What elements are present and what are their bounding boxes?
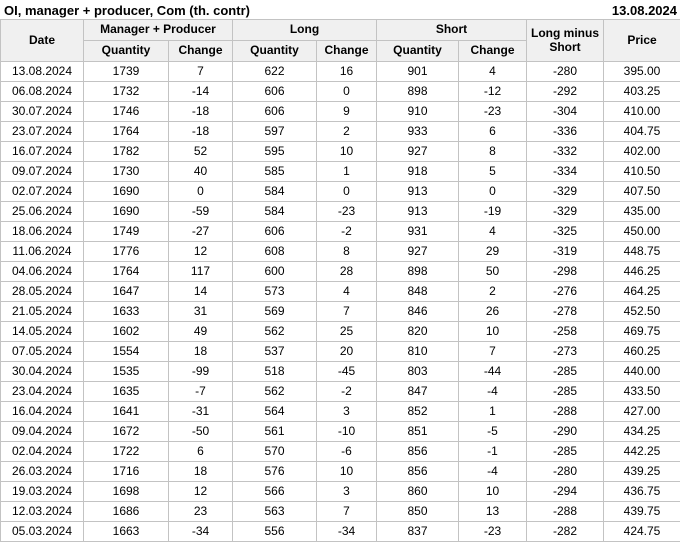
table-row — [1, 442, 680, 462]
price-cell: 448.75 — [604, 242, 680, 262]
date-cell: 28.05.2024 — [1, 282, 84, 302]
short-quantity-cell: 846 — [377, 302, 459, 322]
long-minus-short-cell: -258 — [527, 322, 604, 342]
mp-change-cell: 0 — [169, 182, 233, 202]
mp-change-cell: -14 — [169, 82, 233, 102]
price-cell: 433.50 — [604, 382, 680, 402]
short-change-cell: -44 — [459, 362, 527, 382]
price-cell: 424.75 — [604, 522, 680, 542]
date-cell: 07.05.2024 — [1, 342, 84, 362]
table-row — [1, 222, 680, 242]
short-quantity-cell: 918 — [377, 162, 459, 182]
short-quantity-cell: 851 — [377, 422, 459, 442]
mp-quantity-cell: 1633 — [84, 302, 169, 322]
col-header-mp-change: Change — [169, 41, 233, 62]
long-change-cell: 7 — [317, 302, 377, 322]
long-quantity-cell: 576 — [233, 462, 317, 482]
date-cell: 13.08.2024 — [1, 62, 84, 82]
long-minus-short-cell: -294 — [527, 482, 604, 502]
mp-change-cell: -18 — [169, 102, 233, 122]
date-cell: 23.07.2024 — [1, 122, 84, 142]
long-minus-short-cell: -334 — [527, 162, 604, 182]
long-minus-short-cell: -329 — [527, 182, 604, 202]
long-change-cell: 10 — [317, 462, 377, 482]
short-quantity-cell: 913 — [377, 182, 459, 202]
short-quantity-cell: 901 — [377, 62, 459, 82]
long-change-cell: 1 — [317, 162, 377, 182]
date-cell: 16.04.2024 — [1, 402, 84, 422]
mp-change-cell: -99 — [169, 362, 233, 382]
short-quantity-cell: 860 — [377, 482, 459, 502]
price-cell: 452.50 — [604, 302, 680, 322]
mp-change-cell: 12 — [169, 482, 233, 502]
short-quantity-cell: 803 — [377, 362, 459, 382]
long-quantity-cell: 563 — [233, 502, 317, 522]
long-quantity-cell: 606 — [233, 82, 317, 102]
long-minus-short-cell: -273 — [527, 342, 604, 362]
mp-quantity-cell: 1732 — [84, 82, 169, 102]
price-cell: 439.75 — [604, 502, 680, 522]
short-change-cell: 0 — [459, 182, 527, 202]
short-change-cell: 6 — [459, 122, 527, 142]
mp-quantity-cell: 1749 — [84, 222, 169, 242]
col-header-mp-quantity: Quantity — [84, 41, 169, 62]
long-change-cell: 28 — [317, 262, 377, 282]
table-row — [1, 282, 680, 302]
mp-change-cell: 117 — [169, 262, 233, 282]
long-quantity-cell: 564 — [233, 402, 317, 422]
short-quantity-cell: 856 — [377, 442, 459, 462]
date-cell: 26.03.2024 — [1, 462, 84, 482]
mp-change-cell: 40 — [169, 162, 233, 182]
table-row — [1, 402, 680, 422]
price-cell: 464.25 — [604, 282, 680, 302]
long-change-cell: 8 — [317, 242, 377, 262]
long-minus-short-cell: -288 — [527, 502, 604, 522]
long-minus-short-cell: -319 — [527, 242, 604, 262]
mp-change-cell: 23 — [169, 502, 233, 522]
long-minus-short-cell: -332 — [527, 142, 604, 162]
long-change-cell: 7 — [317, 502, 377, 522]
table-row — [1, 62, 680, 82]
short-change-cell: -1 — [459, 442, 527, 462]
long-change-cell: -2 — [317, 222, 377, 242]
short-change-cell: -4 — [459, 382, 527, 402]
mp-quantity-cell: 1663 — [84, 522, 169, 542]
mp-quantity-cell: 1716 — [84, 462, 169, 482]
long-quantity-cell: 566 — [233, 482, 317, 502]
short-quantity-cell: 820 — [377, 322, 459, 342]
table-row — [1, 302, 680, 322]
oi-table — [0, 19, 680, 542]
long-minus-short-cell: -276 — [527, 282, 604, 302]
table-row — [1, 482, 680, 502]
mp-quantity-cell: 1782 — [84, 142, 169, 162]
mp-change-cell: -34 — [169, 522, 233, 542]
short-change-cell: 2 — [459, 282, 527, 302]
col-header-short-quantity: Quantity — [377, 41, 459, 62]
price-cell: 395.00 — [604, 62, 680, 82]
long-minus-short-cell: -292 — [527, 82, 604, 102]
price-cell: 435.00 — [604, 202, 680, 222]
mp-change-cell: 12 — [169, 242, 233, 262]
group-header-short: Short — [377, 20, 527, 41]
price-cell: 403.25 — [604, 82, 680, 102]
mp-quantity-cell: 1686 — [84, 502, 169, 522]
date-cell: 18.06.2024 — [1, 222, 84, 242]
short-change-cell: 26 — [459, 302, 527, 322]
long-quantity-cell: 584 — [233, 182, 317, 202]
price-cell: 427.00 — [604, 402, 680, 422]
long-change-cell: 20 — [317, 342, 377, 362]
short-change-cell: 4 — [459, 62, 527, 82]
date-cell: 30.07.2024 — [1, 102, 84, 122]
short-change-cell: 7 — [459, 342, 527, 362]
long-change-cell: -2 — [317, 382, 377, 402]
long-minus-short-cell: -282 — [527, 522, 604, 542]
short-change-cell: -23 — [459, 522, 527, 542]
table-row — [1, 422, 680, 442]
long-change-cell: -45 — [317, 362, 377, 382]
table-row — [1, 162, 680, 182]
table-row — [1, 102, 680, 122]
table-row — [1, 382, 680, 402]
long-minus-short-cell: -304 — [527, 102, 604, 122]
long-change-cell: -6 — [317, 442, 377, 462]
mp-quantity-cell: 1776 — [84, 242, 169, 262]
long-quantity-cell: 537 — [233, 342, 317, 362]
price-cell: 442.25 — [604, 442, 680, 462]
table-row — [1, 462, 680, 482]
date-cell: 05.03.2024 — [1, 522, 84, 542]
long-quantity-cell: 562 — [233, 322, 317, 342]
table-row — [1, 502, 680, 522]
mp-quantity-cell: 1746 — [84, 102, 169, 122]
long-minus-short-cell: -290 — [527, 422, 604, 442]
long-minus-short-cell: -285 — [527, 442, 604, 462]
long-quantity-cell: 608 — [233, 242, 317, 262]
long-minus-short-cell: -288 — [527, 402, 604, 422]
mp-change-cell: -59 — [169, 202, 233, 222]
date-cell: 30.04.2024 — [1, 362, 84, 382]
long-quantity-cell: 562 — [233, 382, 317, 402]
long-minus-short-cell: -280 — [527, 462, 604, 482]
short-change-cell: 10 — [459, 482, 527, 502]
short-quantity-cell: 927 — [377, 242, 459, 262]
mp-change-cell: 49 — [169, 322, 233, 342]
table-body — [1, 62, 680, 542]
table-row — [1, 202, 680, 222]
table-row — [1, 242, 680, 262]
long-change-cell: 0 — [317, 182, 377, 202]
short-quantity-cell: 810 — [377, 342, 459, 362]
date-cell: 16.07.2024 — [1, 142, 84, 162]
mp-change-cell: 52 — [169, 142, 233, 162]
col-header-short-change: Change — [459, 41, 527, 62]
date-cell: 19.03.2024 — [1, 482, 84, 502]
price-cell: 410.00 — [604, 102, 680, 122]
short-change-cell: 5 — [459, 162, 527, 182]
date-cell: 21.05.2024 — [1, 302, 84, 322]
short-change-cell: 8 — [459, 142, 527, 162]
table-row — [1, 182, 680, 202]
short-change-cell: 29 — [459, 242, 527, 262]
long-quantity-cell: 585 — [233, 162, 317, 182]
mp-change-cell: -50 — [169, 422, 233, 442]
price-cell: 460.25 — [604, 342, 680, 362]
short-quantity-cell: 850 — [377, 502, 459, 522]
mp-change-cell: -7 — [169, 382, 233, 402]
short-change-cell: -19 — [459, 202, 527, 222]
long-minus-short-cell: -298 — [527, 262, 604, 282]
mp-change-cell: 14 — [169, 282, 233, 302]
price-cell: 407.50 — [604, 182, 680, 202]
price-cell: 402.00 — [604, 142, 680, 162]
long-change-cell: 3 — [317, 482, 377, 502]
short-quantity-cell: 837 — [377, 522, 459, 542]
price-cell: 434.25 — [604, 422, 680, 442]
group-header-manager-producer: Manager + Producer — [84, 20, 233, 41]
mp-quantity-cell: 1730 — [84, 162, 169, 182]
date-cell: 09.07.2024 — [1, 162, 84, 182]
mp-quantity-cell: 1672 — [84, 422, 169, 442]
mp-quantity-cell: 1698 — [84, 482, 169, 502]
long-quantity-cell: 518 — [233, 362, 317, 382]
mp-quantity-cell: 1647 — [84, 282, 169, 302]
short-change-cell: -5 — [459, 422, 527, 442]
short-change-cell: 10 — [459, 322, 527, 342]
long-change-cell: 10 — [317, 142, 377, 162]
date-cell: 11.06.2024 — [1, 242, 84, 262]
mp-change-cell: 6 — [169, 442, 233, 462]
mp-quantity-cell: 1722 — [84, 442, 169, 462]
short-quantity-cell: 856 — [377, 462, 459, 482]
col-header-long-minus-short: Long minus Short — [527, 20, 604, 62]
mp-quantity-cell: 1690 — [84, 202, 169, 222]
short-change-cell: -12 — [459, 82, 527, 102]
short-change-cell: -4 — [459, 462, 527, 482]
long-change-cell: 0 — [317, 82, 377, 102]
short-quantity-cell: 852 — [377, 402, 459, 422]
short-quantity-cell: 931 — [377, 222, 459, 242]
long-quantity-cell: 600 — [233, 262, 317, 282]
long-change-cell: 9 — [317, 102, 377, 122]
mp-change-cell: -18 — [169, 122, 233, 142]
short-quantity-cell: 847 — [377, 382, 459, 402]
long-change-cell: 3 — [317, 402, 377, 422]
long-minus-short-cell: -280 — [527, 62, 604, 82]
date-cell: 04.06.2024 — [1, 262, 84, 282]
date-cell: 23.04.2024 — [1, 382, 84, 402]
long-minus-short-cell: -278 — [527, 302, 604, 322]
mp-quantity-cell: 1554 — [84, 342, 169, 362]
short-quantity-cell: 898 — [377, 262, 459, 282]
mp-change-cell: 31 — [169, 302, 233, 322]
mp-quantity-cell: 1690 — [84, 182, 169, 202]
short-change-cell: 4 — [459, 222, 527, 242]
long-minus-short-cell: -285 — [527, 362, 604, 382]
short-change-cell: -23 — [459, 102, 527, 122]
long-quantity-cell: 622 — [233, 62, 317, 82]
col-header-date: Date — [1, 20, 84, 62]
long-quantity-cell: 595 — [233, 142, 317, 162]
mp-quantity-cell: 1764 — [84, 262, 169, 282]
long-quantity-cell: 573 — [233, 282, 317, 302]
long-quantity-cell: 606 — [233, 102, 317, 122]
date-cell: 09.04.2024 — [1, 422, 84, 442]
long-quantity-cell: 569 — [233, 302, 317, 322]
price-cell: 436.75 — [604, 482, 680, 502]
short-change-cell: 1 — [459, 402, 527, 422]
price-cell: 440.00 — [604, 362, 680, 382]
long-minus-short-cell: -336 — [527, 122, 604, 142]
table-row — [1, 522, 680, 542]
long-change-cell: -23 — [317, 202, 377, 222]
price-cell: 446.25 — [604, 262, 680, 282]
date-cell: 02.07.2024 — [1, 182, 84, 202]
date-cell: 25.06.2024 — [1, 202, 84, 222]
mp-quantity-cell: 1641 — [84, 402, 169, 422]
long-change-cell: -10 — [317, 422, 377, 442]
long-quantity-cell: 606 — [233, 222, 317, 242]
long-quantity-cell: 597 — [233, 122, 317, 142]
table-row — [1, 322, 680, 342]
date-cell: 12.03.2024 — [1, 502, 84, 522]
table-row — [1, 142, 680, 162]
mp-change-cell: -31 — [169, 402, 233, 422]
long-quantity-cell: 584 — [233, 202, 317, 222]
long-minus-short-cell: -329 — [527, 202, 604, 222]
long-change-cell: -34 — [317, 522, 377, 542]
group-header-row — [1, 20, 680, 41]
long-change-cell: 2 — [317, 122, 377, 142]
col-header-price: Price — [604, 20, 680, 62]
mp-quantity-cell: 1764 — [84, 122, 169, 142]
price-cell: 410.50 — [604, 162, 680, 182]
price-cell: 439.25 — [604, 462, 680, 482]
mp-quantity-cell: 1602 — [84, 322, 169, 342]
long-minus-short-cell: -325 — [527, 222, 604, 242]
mp-change-cell: 18 — [169, 462, 233, 482]
date-cell: 02.04.2024 — [1, 442, 84, 462]
long-minus-short-cell: -285 — [527, 382, 604, 402]
page-title: OI, manager + producer, Com (th. contr) — [4, 2, 250, 18]
price-cell: 469.75 — [604, 322, 680, 342]
price-cell: 450.00 — [604, 222, 680, 242]
table-row — [1, 362, 680, 382]
short-change-cell: 13 — [459, 502, 527, 522]
date-cell: 14.05.2024 — [1, 322, 84, 342]
table-row — [1, 82, 680, 102]
mp-quantity-cell: 1739 — [84, 62, 169, 82]
report-date: 13.08.2024 — [611, 2, 677, 18]
table-header — [1, 20, 680, 62]
mp-quantity-cell: 1635 — [84, 382, 169, 402]
table-row — [1, 122, 680, 142]
title-bar — [0, 0, 680, 19]
date-cell: 06.08.2024 — [1, 82, 84, 102]
mp-quantity-cell: 1535 — [84, 362, 169, 382]
short-quantity-cell: 898 — [377, 82, 459, 102]
price-cell: 404.75 — [604, 122, 680, 142]
group-header-long: Long — [233, 20, 377, 41]
long-quantity-cell: 570 — [233, 442, 317, 462]
short-quantity-cell: 913 — [377, 202, 459, 222]
long-quantity-cell: 556 — [233, 522, 317, 542]
short-quantity-cell: 933 — [377, 122, 459, 142]
long-change-cell: 4 — [317, 282, 377, 302]
mp-change-cell: -27 — [169, 222, 233, 242]
long-change-cell: 16 — [317, 62, 377, 82]
mp-change-cell: 18 — [169, 342, 233, 362]
long-quantity-cell: 561 — [233, 422, 317, 442]
long-change-cell: 25 — [317, 322, 377, 342]
table-row — [1, 342, 680, 362]
short-quantity-cell: 927 — [377, 142, 459, 162]
short-quantity-cell: 910 — [377, 102, 459, 122]
short-change-cell: 50 — [459, 262, 527, 282]
mp-change-cell: 7 — [169, 62, 233, 82]
short-quantity-cell: 848 — [377, 282, 459, 302]
col-header-long-change: Change — [317, 41, 377, 62]
col-header-long-quantity: Quantity — [233, 41, 317, 62]
table-row — [1, 262, 680, 282]
